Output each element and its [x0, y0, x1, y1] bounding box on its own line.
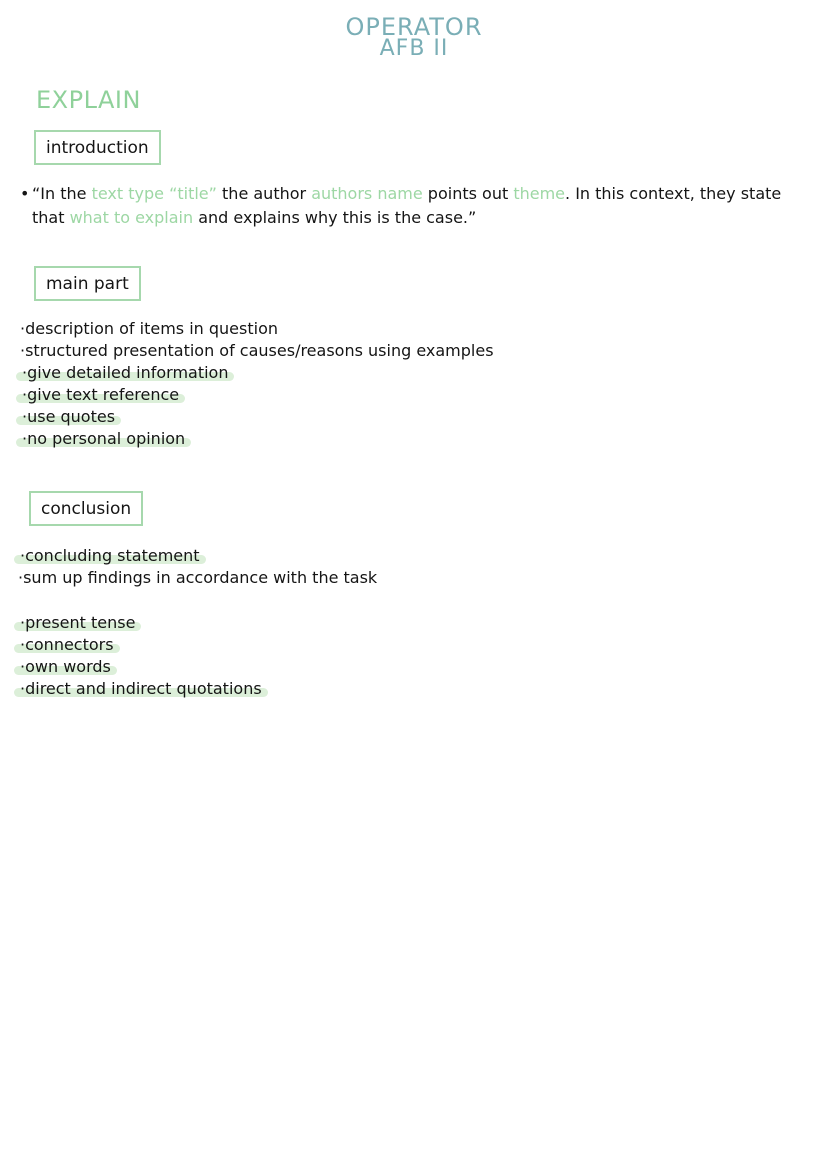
list-item — [18, 545, 377, 567]
list-item-text: ·connectors — [20, 635, 114, 654]
intro-placeholder-text: “title” — [169, 184, 217, 203]
intro-placeholder-text: authors name — [311, 184, 423, 203]
list-item-text: ·direct and indirect quotations — [20, 679, 262, 698]
list-item-text: ·sum up findings in accordance with the task — [18, 568, 378, 587]
list-item-text: ·own words — [20, 657, 111, 676]
page-header — [0, 13, 828, 61]
page-title: EXPLAIN — [36, 86, 141, 114]
intro-text-part: “In the — [32, 184, 92, 203]
header-line-2: AFB II — [379, 36, 449, 61]
list-item — [20, 406, 494, 428]
list-item-text: ·no personal opinion — [22, 429, 186, 448]
intro-text-part: the author — [216, 184, 312, 203]
list-item-text: ·use quotes — [22, 407, 116, 426]
list-item-text: ·present tense — [20, 613, 136, 632]
list-item — [20, 362, 494, 384]
list-item-text: ·give detailed information — [22, 363, 229, 382]
general-list — [18, 612, 266, 700]
header-line-1: OPERATOR — [345, 13, 483, 41]
list-item — [18, 678, 266, 700]
list-item — [18, 656, 266, 678]
conclusion-list — [18, 545, 377, 589]
main-part-label: main part — [34, 266, 141, 301]
intro-text-part: points out — [422, 184, 514, 203]
introduction-label: introduction — [34, 130, 161, 165]
list-item-text: ·description of items in question — [20, 319, 279, 338]
list-item — [18, 612, 266, 634]
list-item — [18, 634, 266, 656]
intro-text-part: and explains why this is the case.” — [193, 208, 477, 227]
introduction-bullet: • — [20, 184, 30, 203]
conclusion-label: conclusion — [29, 491, 143, 526]
list-item — [20, 340, 494, 362]
intro-placeholder-text: text type — [91, 184, 164, 203]
list-item — [20, 384, 494, 406]
list-item-text: ·give text reference — [22, 385, 180, 404]
list-item — [20, 318, 494, 340]
main-part-list — [20, 318, 494, 450]
list-item-text: ·structured presentation of causes/reasons using examples — [20, 341, 494, 360]
introduction-text — [32, 184, 781, 227]
list-item — [18, 567, 377, 589]
intro-placeholder-text: theme — [513, 184, 566, 203]
list-item-text: ·concluding statement — [20, 546, 200, 565]
introduction-paragraph — [20, 182, 792, 230]
intro-text-part: . In this context, they state that — [32, 184, 782, 227]
list-item — [20, 428, 494, 450]
intro-placeholder-text: what to explain — [69, 208, 194, 227]
